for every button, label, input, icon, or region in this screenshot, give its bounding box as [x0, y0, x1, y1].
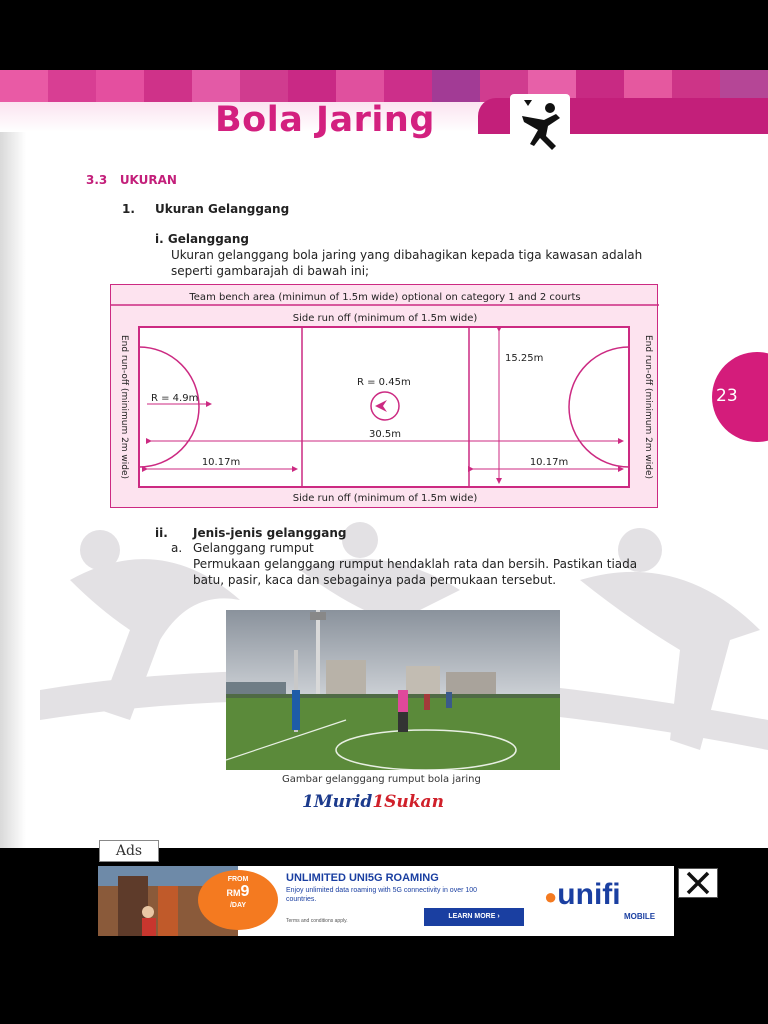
- end-runoff-right-label: End run-off (minimum 2m wide): [643, 334, 653, 480]
- close-icon: [679, 869, 717, 897]
- chevron-right-icon: ›: [497, 913, 500, 920]
- netball-player-icon: [510, 94, 570, 154]
- header-stripe: [240, 70, 288, 102]
- learn-more-button[interactable]: [424, 908, 524, 926]
- third-left-label: 10.17m: [201, 457, 241, 468]
- court-width-label: 15.25m: [505, 353, 544, 364]
- side-runoff-top-label: Side run off (minimum of 1.5m wide): [292, 313, 478, 324]
- brand-logo-1murid1sukan: 1Murid1Sukan: [302, 792, 444, 812]
- ads-label: Ads: [99, 840, 159, 862]
- unifi-dot-icon: ●: [544, 884, 558, 909]
- header-stripe: [288, 70, 336, 102]
- book-page: [0, 70, 768, 848]
- ad-terms: Terms and conditions apply.: [286, 918, 348, 924]
- header-stripe: [384, 70, 432, 102]
- grass-court-photo: [226, 610, 560, 770]
- subitem-text: Ukuran gelanggang bola jaring yang dibahagikan kepada tiga kawasan adalah seperti gambarajah di bawah ini;: [171, 248, 643, 278]
- header-stripe: [144, 70, 192, 102]
- unifi-logo: ●unifi: [544, 878, 621, 911]
- page-title: Bola Jaring: [215, 100, 435, 140]
- header-stripe: [336, 70, 384, 102]
- unifi-logo-sub: MOBILE: [624, 912, 656, 921]
- subitem-a-text: Permukaan gelanggang rumput hendaklah rata dan bersih. Pastikan tiada batu, pasir, kaca dan sebagainya pada permukaan tersebut.: [193, 557, 638, 587]
- learn-more-label: LEARN MORE: [448, 913, 496, 920]
- shooting-circle-radius-label: R = 4.9m: [151, 393, 199, 404]
- center-circle-radius-label: R = 0.45m: [357, 377, 411, 388]
- price-badge-text: FROM RM9 /DAY: [226, 876, 250, 909]
- end-runoff-left-label: End run-off (minimum 2m wide): [119, 334, 129, 480]
- header-stripe: [432, 70, 480, 102]
- ad-headline: UNLIMITED UNI5G ROAMING: [286, 872, 439, 884]
- item-title: Ukuran Gelanggang: [155, 202, 290, 216]
- header-stripe: [192, 70, 240, 102]
- header-stripe: [48, 70, 96, 102]
- ad-banner[interactable]: [98, 866, 674, 936]
- page-number: 23: [716, 386, 738, 406]
- subitem-title: i. Gelanggang: [155, 232, 250, 246]
- subitem-ii-title: Jenis-jenis gelanggang: [193, 526, 347, 540]
- item-number: 1.: [122, 202, 135, 216]
- section-heading: 3.3 UKURAN: [86, 173, 177, 187]
- header-stripe: [96, 70, 144, 102]
- header-stripe: [0, 70, 48, 102]
- close-ad-button[interactable]: [678, 868, 718, 898]
- third-right-label: 10.17m: [529, 457, 569, 468]
- subitem-ii-number: ii.: [155, 526, 168, 540]
- bench-area-label: Team bench area (minimun of 1.5m wide) optional on category 1 and 2 courts: [189, 292, 581, 303]
- netball-court-diagram: [110, 284, 658, 508]
- court-length-label: 30.5m: [368, 429, 402, 440]
- photo-caption: Gambar gelanggang rumput bola jaring: [282, 774, 481, 785]
- subitem-a-title: Gelanggang rumput: [193, 541, 314, 555]
- subitem-a-letter: a.: [171, 541, 183, 555]
- side-runoff-bottom-label: Side run off (minimum of 1.5m wide): [292, 493, 478, 504]
- ad-body: Enjoy unlimited data roaming with 5G connectivity in over 100 countries.: [286, 887, 478, 903]
- page-gutter-shade: [0, 102, 26, 848]
